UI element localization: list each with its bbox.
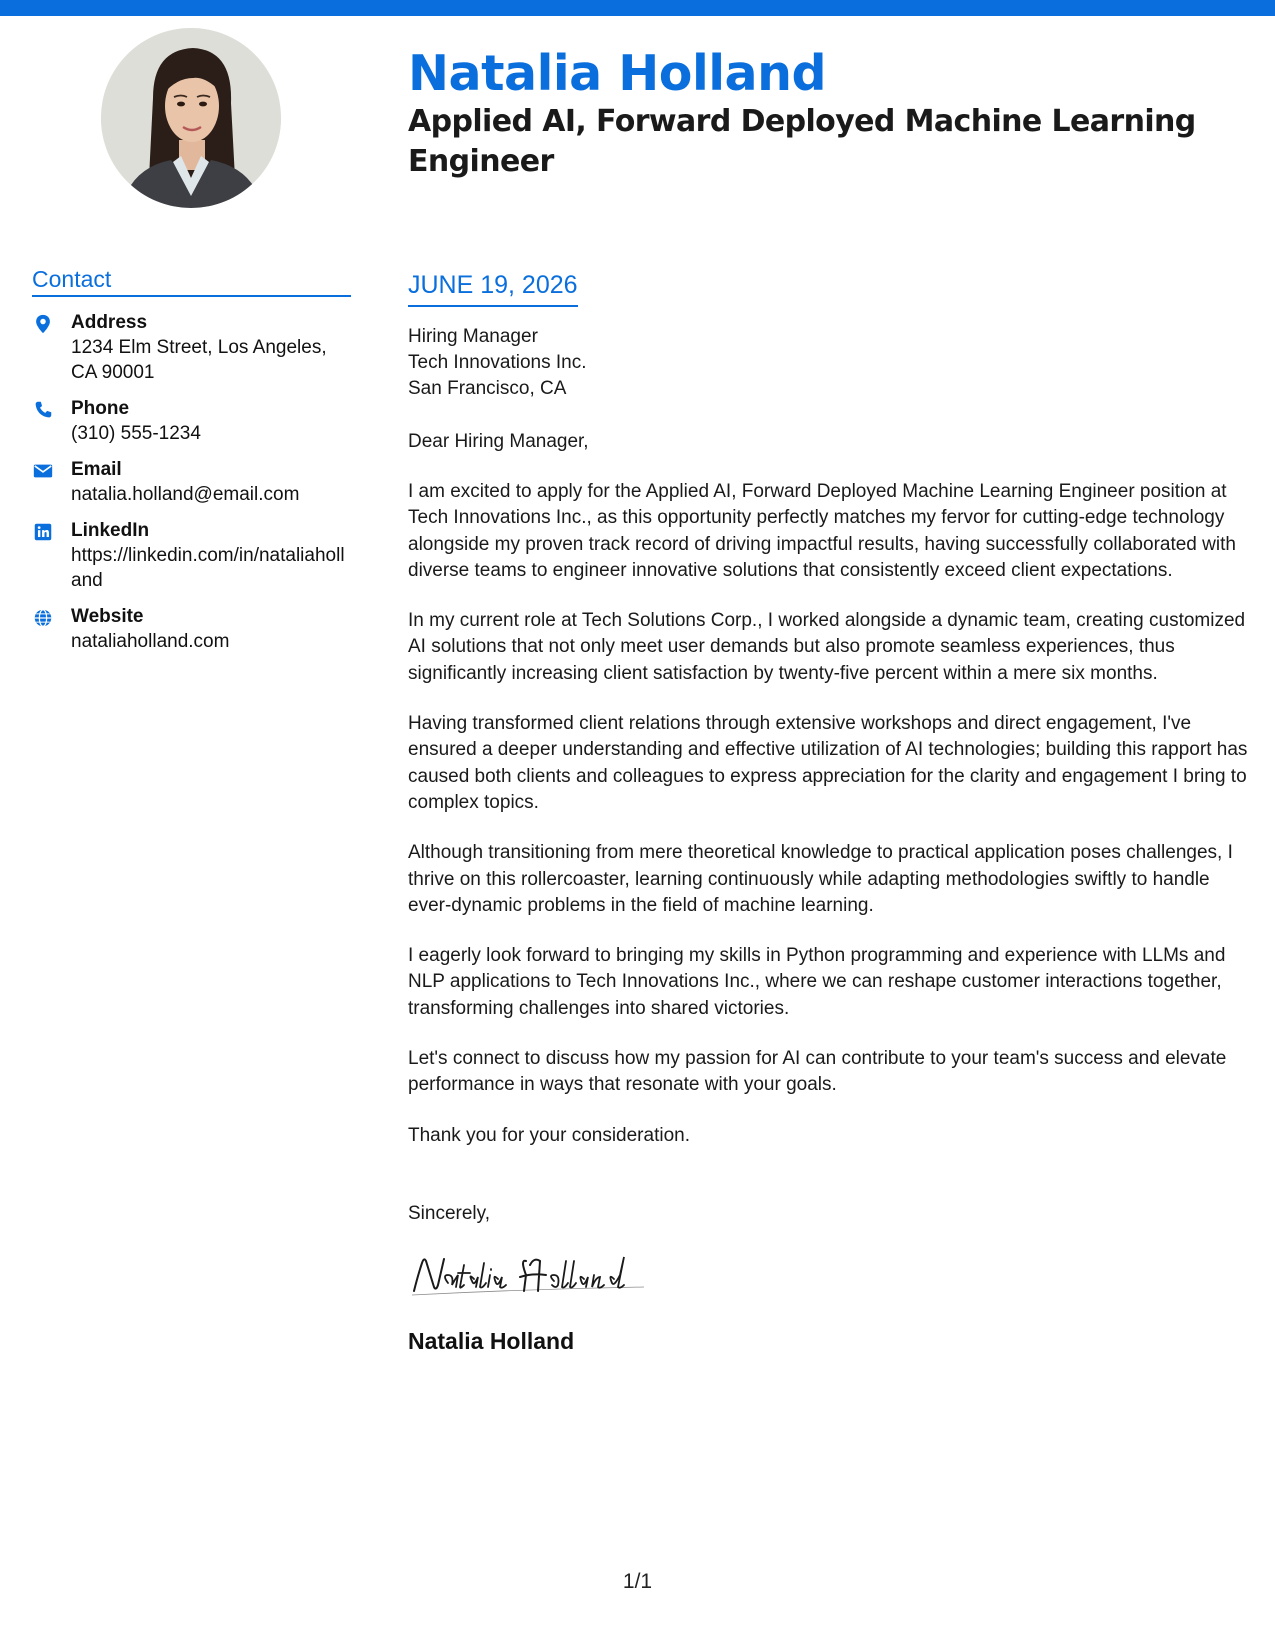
letter-paragraph: Let's connect to discuss how my passion for AI can contribute to your team's success and elevate performance in ways that resonate with your goals. — [408, 1048, 1227, 1096]
contact-value-email[interactable]: natalia.holland@email.com — [71, 484, 300, 505]
contact-label-address: Address — [71, 312, 148, 333]
recipient-line: Hiring Manager — [408, 326, 538, 347]
avatar-portrait — [101, 28, 281, 208]
contact-label-email: Email — [71, 459, 122, 480]
recipient-block — [408, 324, 1248, 402]
letter-paragraph: Having transformed client relations through extensive workshops and direct engagement, I've ensured a deeper understanding and effective utilization of AI technologies; building this rapport has caused both clients and colleagues to express appreciation for the clarity and engagement I bring to complex topics. — [408, 713, 1248, 813]
contact-sidebar — [32, 264, 351, 654]
job-title: Applied AI, Forward Deployed Machine Learning Engineer — [408, 104, 1196, 179]
contact-heading: Contact — [32, 264, 351, 297]
contact-item-email — [32, 457, 351, 507]
signer-name: Natalia Holland — [408, 1327, 575, 1354]
contact-value-phone: (310) 555-1234 — [71, 423, 201, 444]
linkedin-icon — [32, 521, 54, 543]
letter-paragraphs — [408, 479, 1248, 1149]
closing: Sincerely, — [408, 1202, 491, 1224]
contact-value-address: 1234 Elm Street, Los Angeles, CA 90001 — [71, 337, 327, 383]
contact-item-address — [32, 310, 351, 385]
letter-paragraph: I eagerly look forward to bringing my skills in Python programming and experience with LLMs and NLP applications to Tech Innovations Inc., where we can reshape customer interactions together, transforming challenges into shared victories. — [408, 945, 1226, 1019]
salutation: Dear Hiring Manager, — [408, 431, 589, 452]
phone-icon — [32, 399, 54, 421]
applicant-name: Natalia Holland — [408, 45, 827, 102]
recipient-line: San Francisco, CA — [408, 378, 567, 399]
contact-value-website[interactable]: nataliaholland.com — [71, 631, 230, 652]
contact-label-phone: Phone — [71, 398, 130, 419]
letter-paragraph: Thank you for your consideration. — [408, 1124, 690, 1146]
contact-value-linkedin[interactable]: https://linkedin.com/in/nataliaholland — [71, 545, 345, 591]
contact-item-website — [32, 604, 351, 654]
contact-item-phone — [32, 396, 351, 446]
letter-date: JUNE 19, 2026 — [408, 268, 578, 307]
contact-list — [32, 310, 351, 654]
letter-paragraph: Although transitioning from mere theoretical knowledge to practical application poses challenges, I thrive on this rollercoaster, learning continuously while adapting methodologies swiftly to handle ever-dynamic problems in the field of machine learning. — [408, 842, 1233, 916]
recipient-line: Tech Innovations Inc. — [408, 352, 587, 373]
top-accent-bar — [0, 0, 1275, 16]
globe-icon — [32, 607, 54, 629]
letter-paragraph: I am excited to apply for the Applied AI, Forward Deployed Machine Learning Engineer position at Tech Innovations Inc., as this opportunity perfectly matches my fervor for cutting-edge technology alongside my proven track record of driving impactful results, having successfully collaborated with diverse teams to engineer innovative solutions that consistently exceed client expectations. — [408, 481, 1236, 581]
contact-label-website: Website — [71, 606, 144, 627]
page-number: 1/1 — [622, 1570, 653, 1593]
email-icon — [32, 460, 54, 482]
contact-label-linkedin: LinkedIn — [71, 520, 150, 541]
map-pin-icon — [32, 313, 54, 335]
letter-paragraph: In my current role at Tech Solutions Corp., I worked alongside a dynamic team, creating customized AI solutions that not only meet user demands but also promote seamless experiences, thus significantly increasing client satisfaction by twenty-five percent within a mere six months. — [408, 610, 1246, 684]
avatar — [101, 28, 281, 208]
handwritten-signature — [408, 1245, 678, 1305]
letter-body — [408, 268, 1248, 1356]
contact-item-linkedin — [32, 518, 351, 593]
